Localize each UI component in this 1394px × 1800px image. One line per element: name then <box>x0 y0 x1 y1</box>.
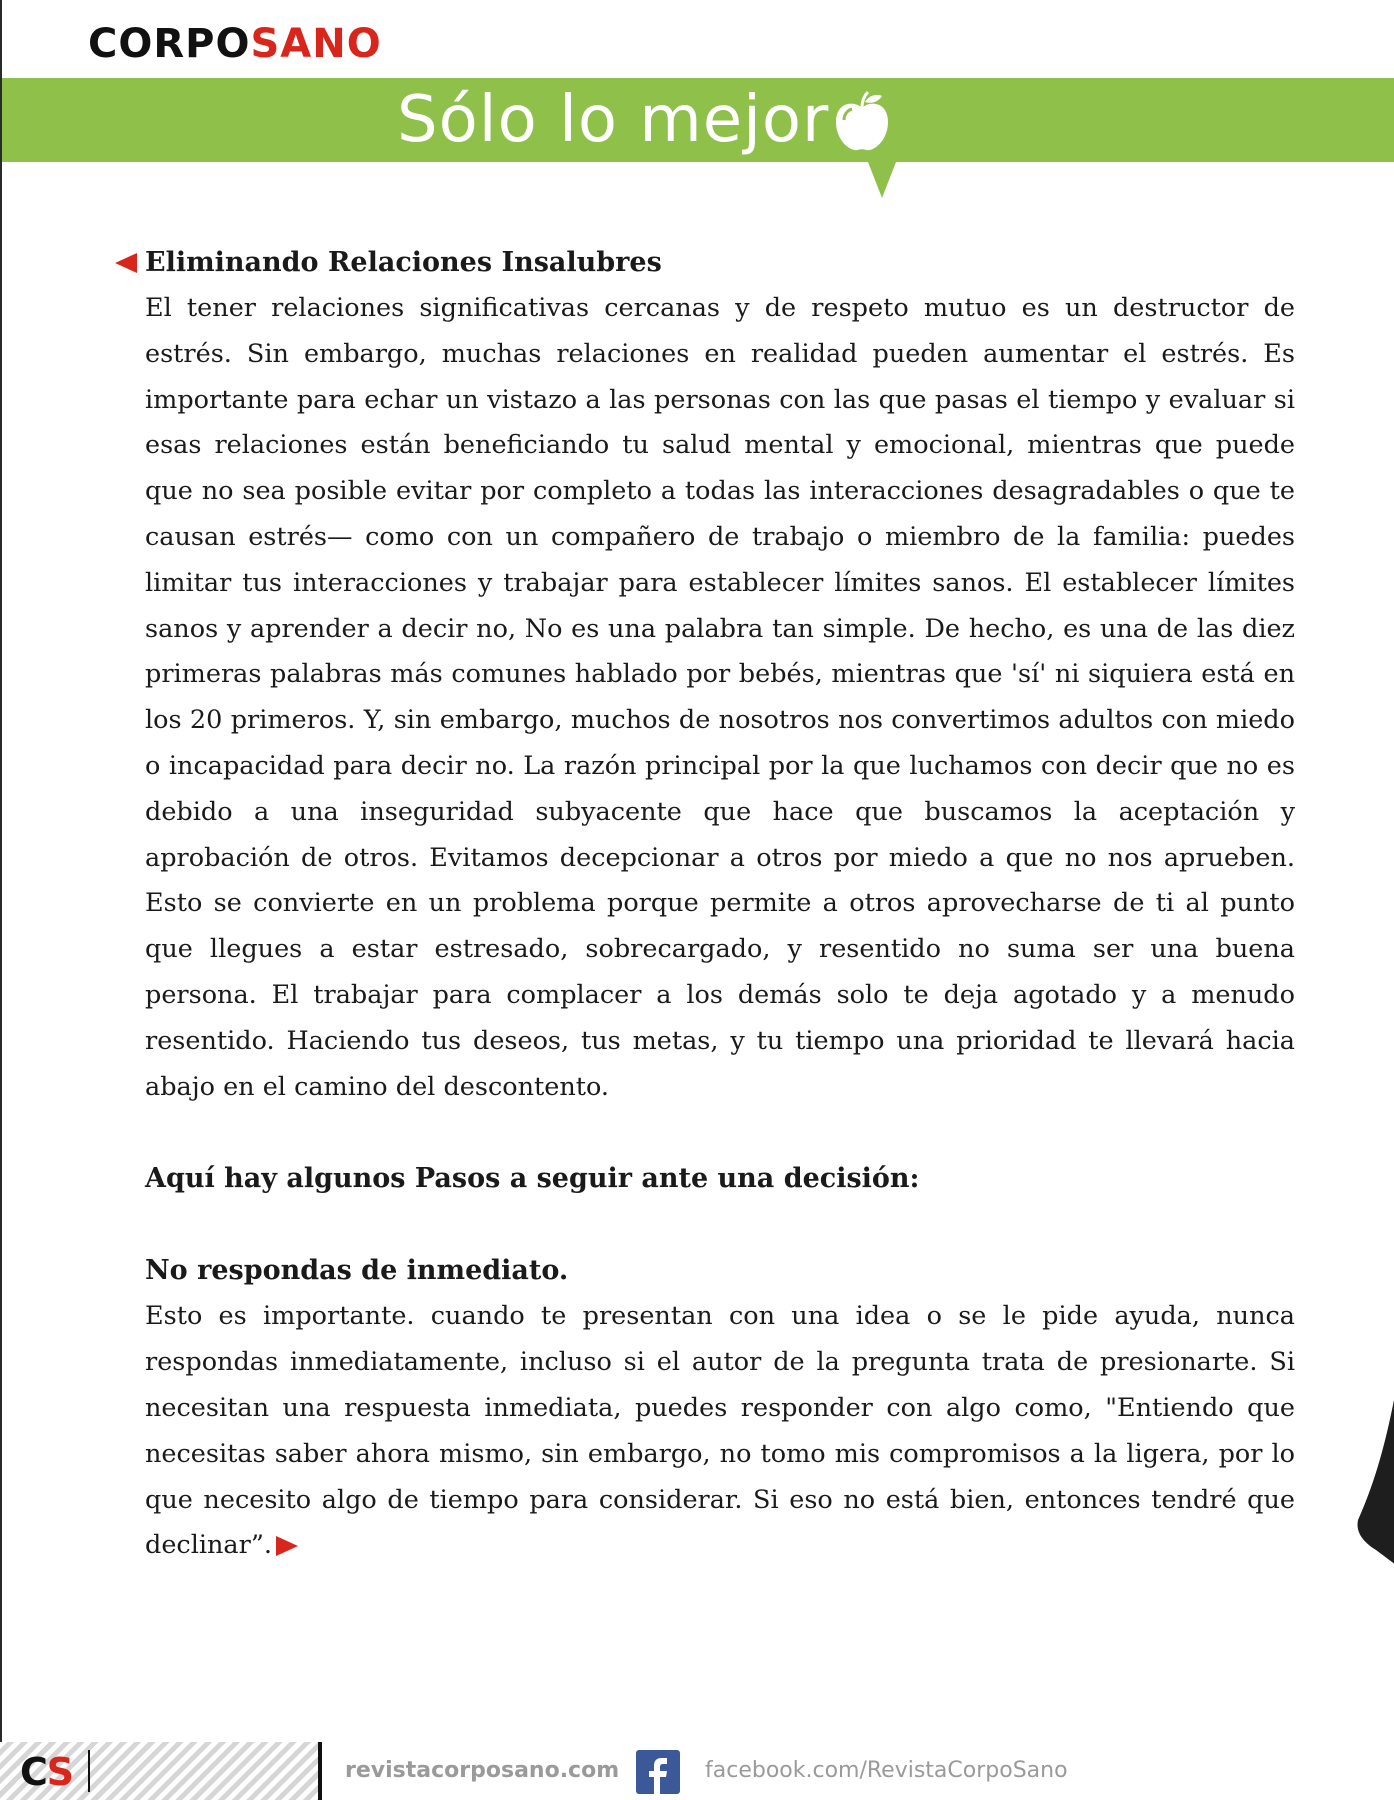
facebook-link[interactable]: facebook.com/RevistaCorpoSano <box>705 1758 1068 1783</box>
apple-icon <box>832 90 892 154</box>
edge-decoration <box>1356 1400 1394 1600</box>
logo-corpo: CORPO <box>88 21 251 67</box>
page-edge <box>0 0 2 1800</box>
cs-c: C <box>20 1750 47 1794</box>
step1-paragraph <box>145 1294 1295 1569</box>
intro-paragraph: El tener relaciones significativas cercanas y de respeto mutuo es un destructor de estrés. Sin embargo, muchas relaciones en realidad pueden aumentar el estrés. Es importante para echar un vistazo a las personas con las que pasas el tiempo y evaluar si esas relaciones están beneficiando tu salud mental y emocional, mientras que puede que no sea posible evitar por completo a todas las interacciones desagradables o que te causan estrés— como con un compañero de trabajo o miembro de la familia: puedes limitar tus interacciones y trabajar para establecer límites sanos. El establecer límites sanos y aprender a decir no, No es una palabra tan simple. De hecho, es una de las diez primeras palabras más comunes hablado por bebés, mientras que 'sí' ni siquiera está en los 20 primeros. Y, sin embargo, muchos de nosotros nos convertimos adultos con miedo o incapacidad para decir no. La razón principal por la que luchamos con decir que no es debido a una inseguridad subyacente que hace que buscamos la aceptación y aprobación de otros. Evitamos decepcionar a otros por miedo a que no nos aprueben. Esto se convierte en un problema porque permite a otros aprovecharse de ti al punto que llegues a estar estresado, sobrecargado, y resentido no suma ser una buena persona. El trabajar para complacer a los demás solo te deja agotado y a menudo resentido. Haciendo tus deseos, tus metas, y tu tiempo una prioridad te llevará hacia abajo en el camino del descontento. <box>145 293 1295 1102</box>
section-banner <box>2 78 1394 162</box>
footer <box>0 1742 1394 1800</box>
logo-sano: SANO <box>250 21 382 67</box>
section-heading <box>145 240 1295 286</box>
article <box>145 240 1295 1569</box>
step1-text: Esto es importante. cuando te presentan con una idea o se le pide ayuda, nunca respondas inmediatamente, incluso si el autor de la pregunta trata de presionarte. Si necesitan una respuesta inmediata, puedes responder con algo como, "Entiendo que necesitas saber ahora mismo, sin embargo, no tomo mis compromisos a la ligera, por lo que necesito algo de tiempo para considerar. Si eso no está bien, entonces tendré que declinar”. <box>145 1301 1295 1561</box>
step1-title: No respondas de inmediato. <box>145 1255 569 1287</box>
website-link[interactable]: revistacorposano.com <box>345 1758 620 1783</box>
steps-heading: Aquí hay algunos Pasos a seguir ante una decisión: <box>145 1163 920 1195</box>
corposano-logo[interactable] <box>88 20 382 68</box>
section-title: Eliminando Relaciones Insalubres <box>145 247 662 278</box>
next-page-arrow-icon[interactable] <box>276 1536 298 1556</box>
footer-divider <box>318 1742 322 1800</box>
cs-s: S <box>46 1750 72 1794</box>
banner-notch <box>868 162 896 198</box>
footer-divider-small <box>88 1750 90 1792</box>
facebook-icon[interactable] <box>636 1750 680 1794</box>
footer-cs-logo[interactable] <box>20 1750 72 1794</box>
arrow-left-icon <box>115 253 137 273</box>
banner-title: Sólo lo mejor <box>397 83 830 157</box>
